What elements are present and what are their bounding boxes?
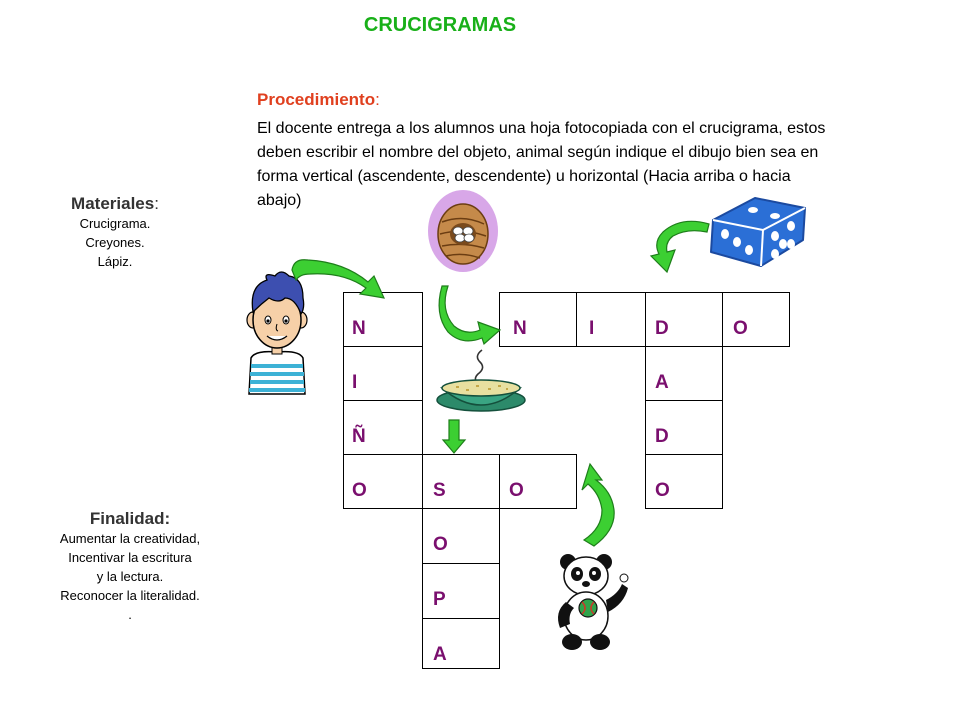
crossword-letter: D [655,318,669,339]
materials-item: Lápiz. [97,254,133,269]
procedure-line: abajo) [257,192,302,209]
arrow-icon [651,218,711,274]
materials-heading-colon: : [154,194,159,213]
crossword-cell[interactable] [576,292,646,347]
crossword-letter: N [352,318,366,339]
materials-heading [40,194,190,214]
materials-item: Crucigrama. [79,216,151,231]
soup-icon [436,348,526,412]
crossword-letter: N [513,318,527,339]
crossword-letter: O [733,318,748,339]
nest-icon [426,188,500,274]
crossword-letter: O [655,480,670,501]
purpose-item: Reconocer la literalidad. [60,588,200,603]
panda-icon [552,550,632,652]
procedure-line: El docente entrega a los alumnos una hoja fotocopiada con el crucigrama, estos [257,120,826,137]
crossword-letter: S [433,480,446,501]
crossword-letter: I [352,372,358,393]
procedure-heading-text: Procedimiento [257,90,376,109]
arrow-icon [442,420,466,454]
purpose-item: Aumentar la creatividad, [59,531,201,546]
crossword-letter: O [433,534,448,555]
materials-block [40,194,190,271]
purpose-item: Incentivar la escritura [68,550,192,565]
crossword-letter: O [352,480,367,501]
materials-item: Creyones. [85,235,145,250]
dice-icon [705,186,811,270]
crossword-letter: O [509,480,524,501]
procedure-heading [257,90,380,110]
crossword-letter: A [433,644,447,665]
crossword-letter: Ñ [352,426,366,447]
purpose-heading: Finalidad: [89,509,171,528]
arrow-icon [572,462,632,548]
procedure-line: deben escribir el nombre del objeto, animal según indique el dibujo bien sea en [257,144,819,161]
crossword-letter: I [589,318,595,339]
purpose-block [30,509,230,624]
materials-heading-text: Materiales [71,194,155,213]
arrow-icon [440,284,502,346]
procedure-heading-colon: : [375,90,380,109]
crossword-cell[interactable] [499,292,577,347]
page-title: CRUCIGRAMAS [363,14,517,36]
arrow-icon [288,252,392,302]
purpose-item: . [128,607,132,622]
purpose-item: y la lectura. [96,569,164,584]
crossword-letter: D [655,426,669,447]
crossword-letter: P [433,589,446,610]
procedure-line: forma vertical (ascendente, descendente) u horizontal (Hacia arriba o hacia [257,168,791,185]
crossword-letter: A [655,372,669,393]
procedure-text [257,117,937,213]
